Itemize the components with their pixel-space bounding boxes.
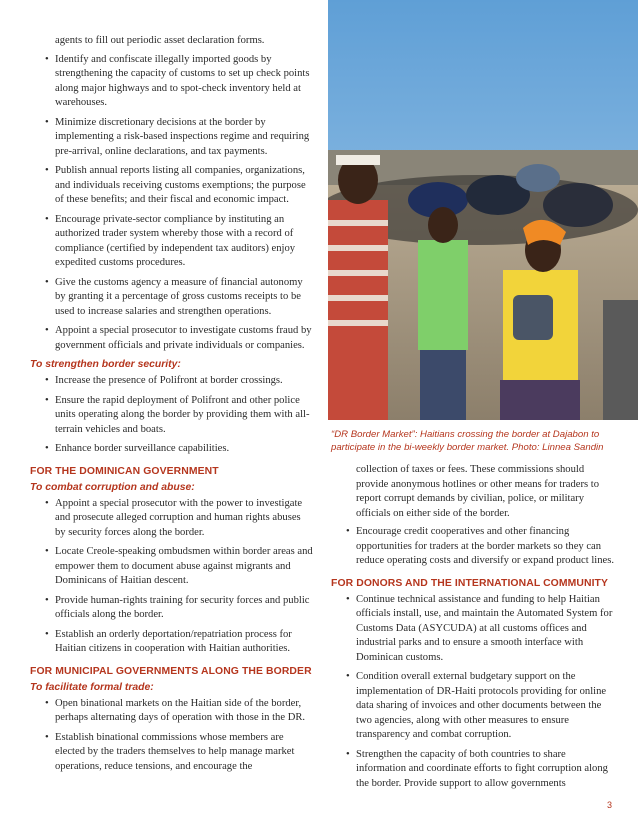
list-item: • Give the customs agency a measure of financial autonomy by granting it a percentage of gross customs receipts to be used to increase salaries and strengthen operations.: [45, 276, 303, 317]
security-bullet-list: [30, 374, 313, 457]
corruption-bullet-list: [30, 497, 313, 657]
list-item: • Encourage private-sector compliance by instituting an authorized trader system whereby those with a record of compliance (certified by independent tax auditors) enjoy expedited customs procedures.: [45, 213, 296, 268]
list-item: • Minimize discretionary decisions at the border by implementing a risk-based inspections regime and requiring pre-arrival, online declarations, and tax payments.: [45, 116, 310, 157]
continued-text: collection of taxes or fees. These commissions should provide anonymous hotlines or other means for traders to report corrupt demands by civilian, police, or military officials on either side of the border.: [356, 464, 600, 519]
section-heading-dominican: FOR THE DOMINICAN GOVERNMENT: [30, 465, 219, 477]
left-column: [30, 34, 313, 779]
trade-continued-bullet-list: [331, 525, 614, 569]
subhead-corruption: To combat corruption and abuse:: [30, 481, 195, 493]
section-heading-municipal: FOR MUNICIPAL GOVERNMENTS ALONG THE BORDER: [30, 665, 312, 677]
subhead-formal-trade: To facilitate formal trade:: [30, 681, 154, 693]
subhead-border-security: To strengthen border security:: [30, 359, 181, 370]
customs-bullet-list: [30, 53, 313, 354]
list-item: • Encourage credit cooperatives and other financing opportunities for traders at the border markets so they can reduce operating costs and diversify or expand product lines.: [346, 526, 614, 566]
trade-bullet-list: [30, 697, 313, 775]
list-item: • Locate Creole-speaking ombudsmen within border areas and empower them to document abuse against migrants and Dominicans of Haitian descent.: [45, 546, 313, 586]
list-item: • Establish an orderly deportation/repatriation process for Haitian citizens in cooperation with Haitian authorities.: [45, 628, 292, 654]
page-number: 3: [606, 800, 612, 810]
border-market-photo: [328, 0, 638, 420]
photo-illustration: [328, 0, 638, 420]
list-item: • Publish annual reports listing all companies, organizations, and individuals receiving customs exemptions; the purpose of these benefits; and their fiscal and economic impact.: [45, 165, 306, 205]
list-item: • Condition overall external budgetary support on the implementation of DR-Haiti protocols providing for online data sharing of invoices and other documents between the two agencies, along with other measures to ensure transparency and combat corruption.: [346, 671, 607, 740]
continued-text: agents to fill out periodic asset declaration forms.: [55, 35, 265, 46]
list-item: • Open binational markets on the Haitian side of the border, perhaps alternating days of operation with those in the DR.: [45, 697, 306, 723]
list-item: • Appoint a special prosecutor with the power to investigate and prosecute alleged corruption and human rights abuses by security forces along the border.: [45, 497, 303, 538]
list-item: • Increase the presence of Polifront at border crossings.: [45, 375, 283, 386]
list-item: • Identify and confiscate illegally imported goods by strengthening the capacity of customs to set up check points along major highways and to spot-check inventory held at warehouses.: [45, 53, 310, 108]
donors-bullet-list: [331, 593, 614, 792]
list-item: • Continue technical assistance and funding to help Haitian officials install, use, and maintain the Automated System for Customs Data (ASYCUDA) at all customs offices and industrial parks and to ensure a smooth interface with Dominican customs.: [346, 593, 613, 663]
right-column: [331, 463, 614, 796]
list-item: • Appoint a special prosecutor to investigate customs fraud by government officials and private individuals or companies.: [45, 325, 312, 351]
photo-caption: “DR Border Market”: Haitians crossing the border at Dajabon to participate in the bi-weekly border market. Photo: Linnea Sandin: [331, 429, 604, 453]
list-item: • Ensure the rapid deployment of Polifront and other police units operating along the border by providing them with all-terrain vehicles and boats.: [45, 394, 310, 435]
list-item: • Strengthen the capacity of both countries to share information and coordinate efforts to fight corruption along the border. Provide support to allow governments: [346, 748, 608, 789]
list-item: • Provide human-rights training for security forces and public officials along the border.: [45, 594, 310, 620]
section-heading-donors: FOR DONORS AND THE INTERNATIONAL COMMUNITY: [331, 577, 609, 589]
list-item: • Establish binational commissions whose members are elected by the traders themselves to help manage market operations, reduce tensions, and encourage the: [45, 731, 295, 772]
list-item: • Enhance border surveillance capabilities.: [45, 443, 230, 454]
